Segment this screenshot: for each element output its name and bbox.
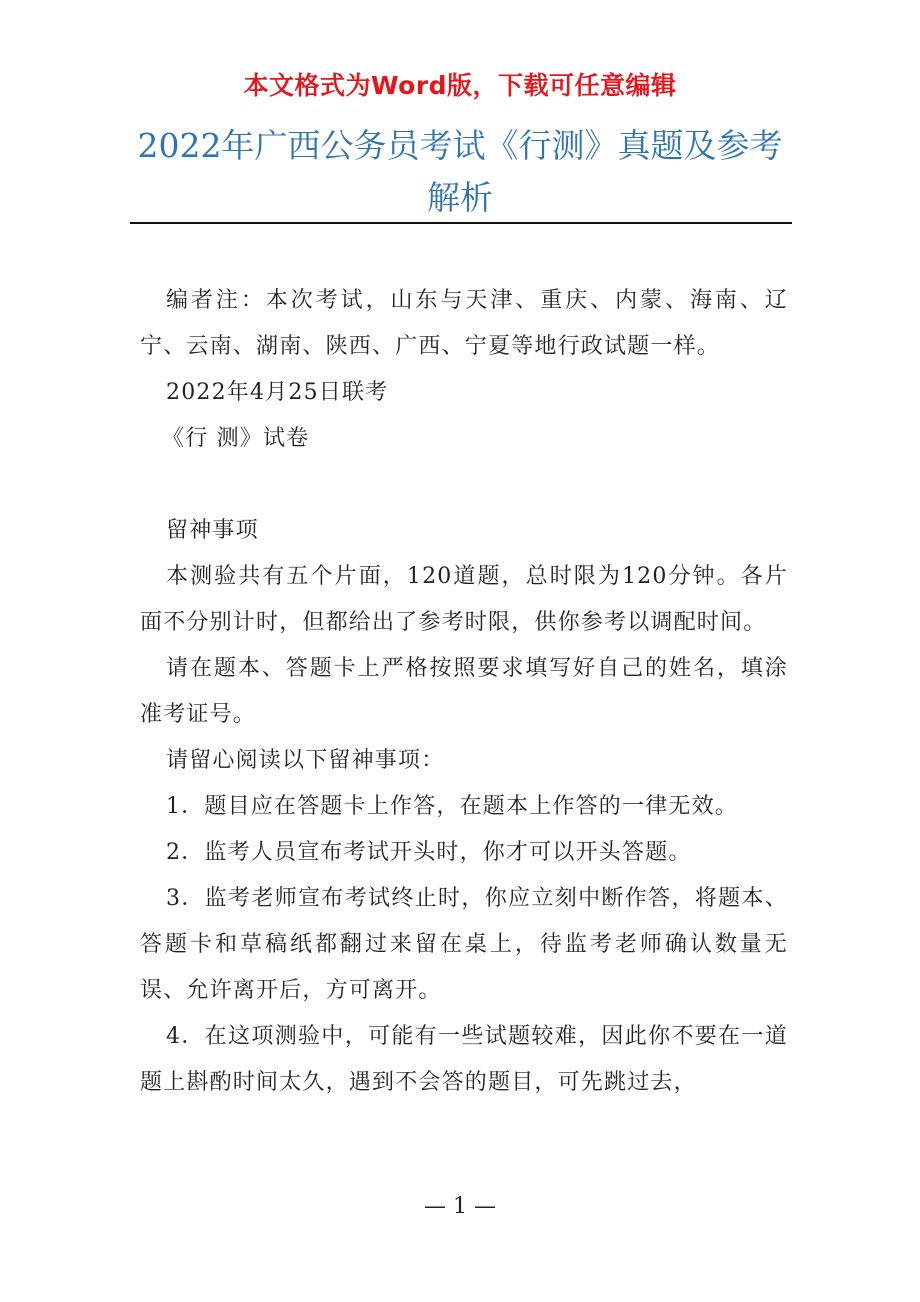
read-notice-line: 请留心阅读以下留神事项： (166, 748, 445, 773)
notice-item-2: 2．监考人员宣布考试开头时，你才可以开头答题。 (166, 840, 692, 865)
editor-note-paragraph: 编者注：本次考试，山东与天津、重庆、内蒙、海南、辽宁、云南、湖南、陕西、广西、宁夏等地行政试题一样。 (140, 288, 788, 359)
notice-item-4: 4．在这项测验中，可能有一些试题较难，因此你不要在一道题上斟酌时间太久，遇到不会答的题目，可先跳过去， (140, 1024, 788, 1095)
notice-item-3: 3．监考老师宣布考试终止时，你应立刻中断作答，将题本、答题卡和草稿纸都翻过来留在桌上，待监考老师确认数量无误、允许离开后，方可离开。 (140, 886, 788, 1003)
notice-heading: 留神事项 (166, 518, 259, 543)
title-divider (130, 222, 792, 224)
notice-item-1: 1．题目应在答题卡上作答，在题本上作答的一律无效。 (166, 794, 738, 819)
exam-date-line: 2022年4月25日联考 (166, 380, 389, 405)
fill-info-paragraph: 请在题本、答题卡上严格按照要求填写好自己的姓名，填涂准考证号。 (140, 656, 788, 727)
document-body (140, 278, 788, 1106)
editable-format-banner: 本文格式为Word版，下载可任意编辑 (243, 71, 677, 100)
document-title: 2022年广西公务员考试《行测》真题及参考解析 (137, 126, 783, 217)
paper-label-line: 《行 测》试卷 (162, 426, 310, 451)
test-overview-paragraph: 本测验共有五个片面，120道题，总时限为120分钟。各片面不分别计时，但都给出了参考时限，供你参考以调配时间。 (140, 564, 788, 635)
page-number: — 1 — (424, 1194, 496, 1219)
